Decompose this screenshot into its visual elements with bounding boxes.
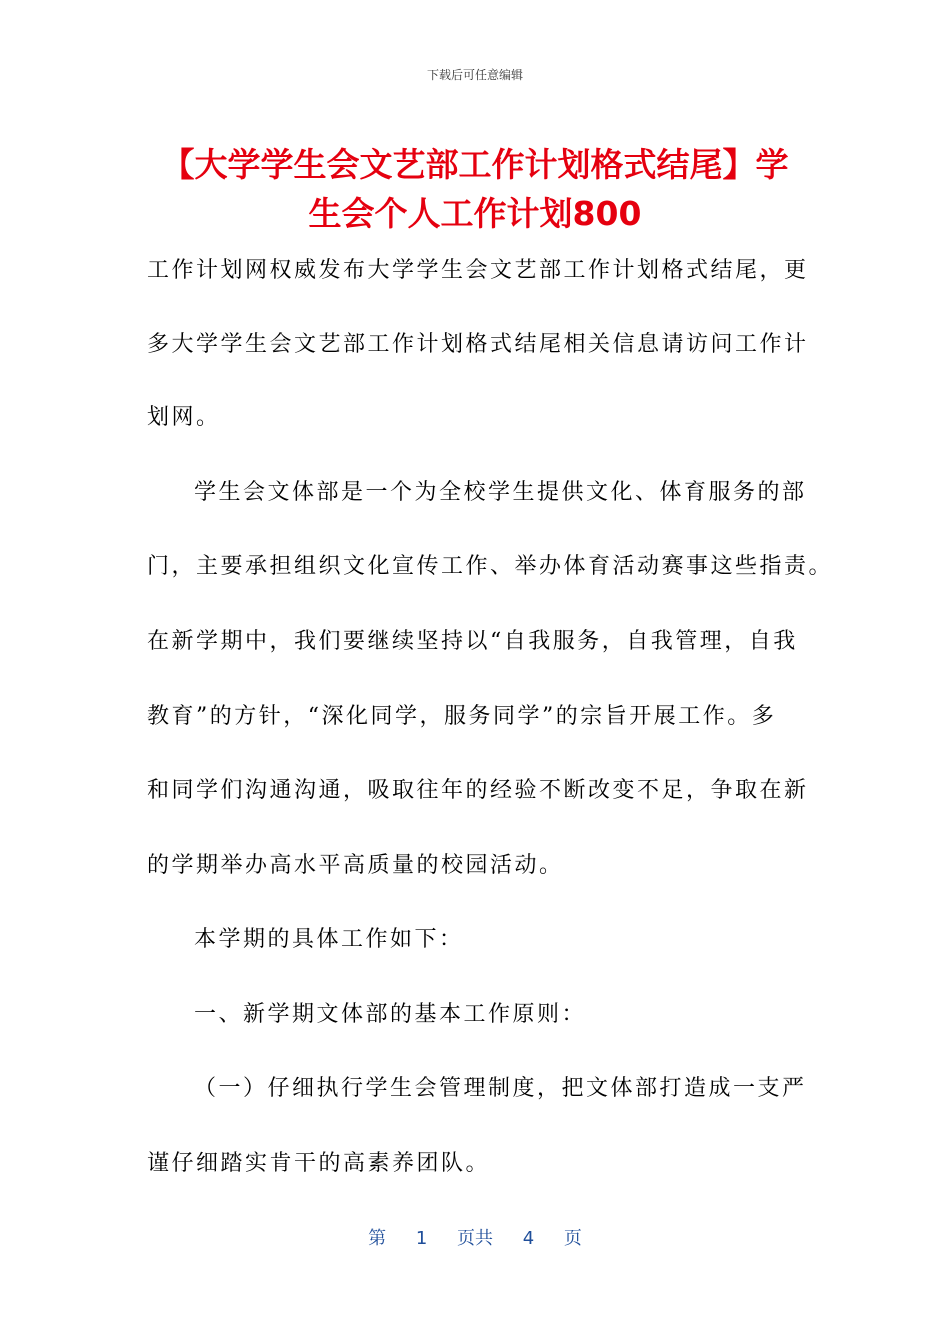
page-middle: 页共 [457,1228,493,1249]
page-suffix: 页 [563,1228,582,1249]
body-line: 本学期的具体工作如下： [194,927,464,952]
body-line: 多大学学生会文艺部工作计划格式结尾相关信息请访问工作计 [147,332,809,357]
header-note: 下载后可任意编辑 [426,68,523,82]
body-line: 教育”的方针，“深化同学，服务同学”的宗旨开展工作。多 [147,704,777,729]
body-line: 学生会文体部是一个为全校学生提供文化、体育服务的部 [194,480,807,505]
page-prefix: 第 [368,1228,387,1249]
body-line: 一、新学期文体部的基本工作原则： [194,1002,587,1027]
document-title [140,140,810,238]
body-line: 在新学期中，我们要继续坚持以“自我服务，自我管理，自我 [147,629,798,654]
current-page-number: 1 [415,1228,428,1249]
body-line: （一）仔细执行学生会管理制度，把文体部打造成一支严 [194,1076,807,1101]
body-line: 工作计划网权威发布大学学生会文艺部工作计划格式结尾，更 [147,258,809,283]
page-number-footer [0,1224,950,1254]
body-line: 谨仔细踏实肯干的高素养团队。 [147,1151,491,1176]
body-line: 划网。 [147,405,221,430]
body-line: 门，主要承担组织文化宣传工作、举办体育活动赛事这些指责。 [147,554,834,579]
title-line-1: 【大学学生会文艺部工作计划格式结尾】学 [161,145,789,184]
body-line: 的学期举办高水平高质量的校园活动。 [147,853,564,878]
title-line-2: 生会个人工作计划800 [308,194,642,233]
body-line: 和同学们沟通沟通，吸取往年的经验不断改变不足，争取在新 [147,778,809,803]
total-pages-number: 4 [522,1228,535,1249]
